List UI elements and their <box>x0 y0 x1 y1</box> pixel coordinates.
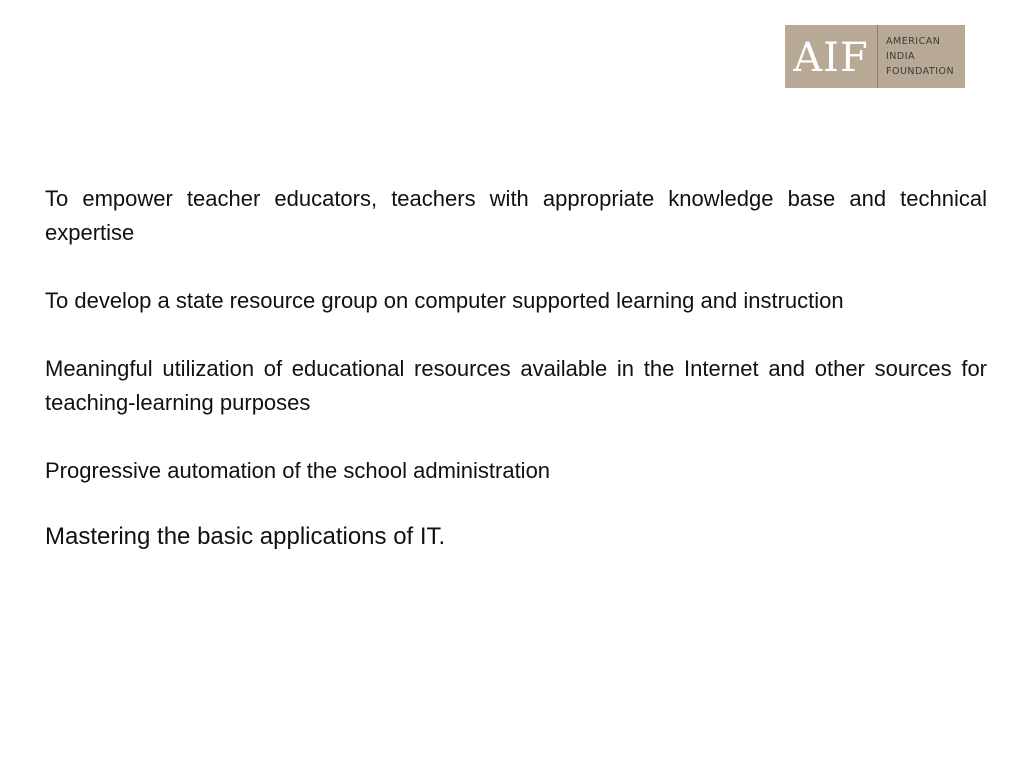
logo-line-1: AMERICAN <box>886 36 941 47</box>
aif-logo <box>785 25 965 88</box>
objective-paragraph-1: To empower teacher educators, teachers with appropriate knowledge base and technical expertise <box>45 186 987 245</box>
logo-mark: AIF <box>793 34 869 81</box>
objective-paragraph-5: Mastering the basic applications of IT. <box>45 523 446 550</box>
slide-body <box>45 182 987 588</box>
objective-paragraph-4: Progressive automation of the school administration <box>45 458 551 483</box>
logo-line-2: INDIA <box>886 51 916 62</box>
objective-paragraph-2: To develop a state resource group on computer supported learning and instruction <box>45 288 844 313</box>
logo-line-3: FOUNDATION <box>886 66 955 77</box>
logo-wordmark <box>878 34 954 79</box>
objective-paragraph-3: Meaningful utilization of educational resources available in the Internet and other sources for teaching-learning purposes <box>45 356 987 415</box>
